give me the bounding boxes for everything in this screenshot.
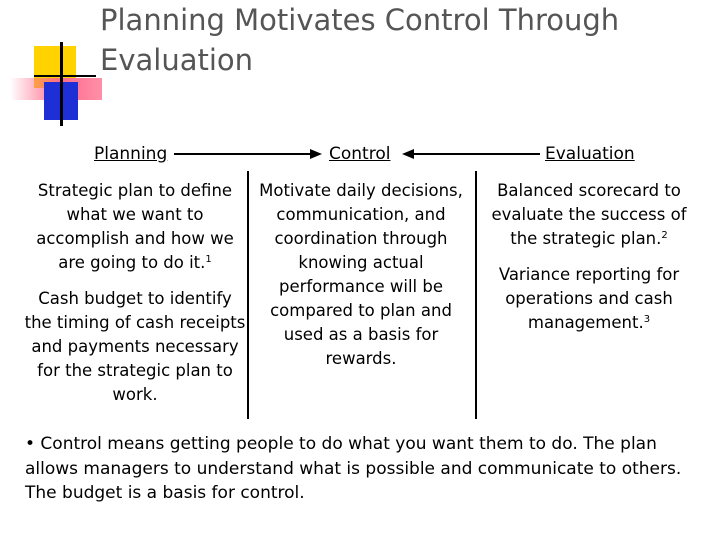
decorative-horizontal-line (34, 75, 96, 77)
slide-title: Planning Motivates Control Through Evaluation (100, 3, 620, 77)
evaluation-text-balanced-scorecard: Balanced scorecard to evaluate the success of the strategic plan.$^2$ (491, 181, 687, 248)
planning-text-cash-budget: Cash budget to identify the timing of cash receipts and payments necessary for the strategic plan to work. (24, 289, 246, 404)
bullet-point: • Control means getting people to do what you want them to do. The plan allows managers to understand what is possible and communicate to others. The budget is a basis for control. (25, 434, 682, 503)
evaluation-text-variance-reporting: Variance reporting for operations and cash management.$^3$ (498, 265, 680, 332)
arrow-left-icon (402, 143, 540, 165)
column-divider (247, 171, 249, 419)
header-planning: Planning (94, 144, 168, 164)
decorative-vertical-line (60, 42, 63, 126)
planning-text-strategic-plan: Strategic plan to define what we want to accomplish and how we are going to do it.$^1$ (36, 181, 234, 272)
arrow-right-icon (174, 143, 322, 165)
header-evaluation: Evaluation (545, 144, 635, 164)
column-divider (475, 171, 477, 419)
control-text: Motivate daily decisions, communication, and coordination through knowing actual performance will be compared to plan and used as a basis for rewards. (259, 181, 463, 368)
concept-table (22, 135, 698, 421)
header-control: Control (329, 144, 391, 164)
